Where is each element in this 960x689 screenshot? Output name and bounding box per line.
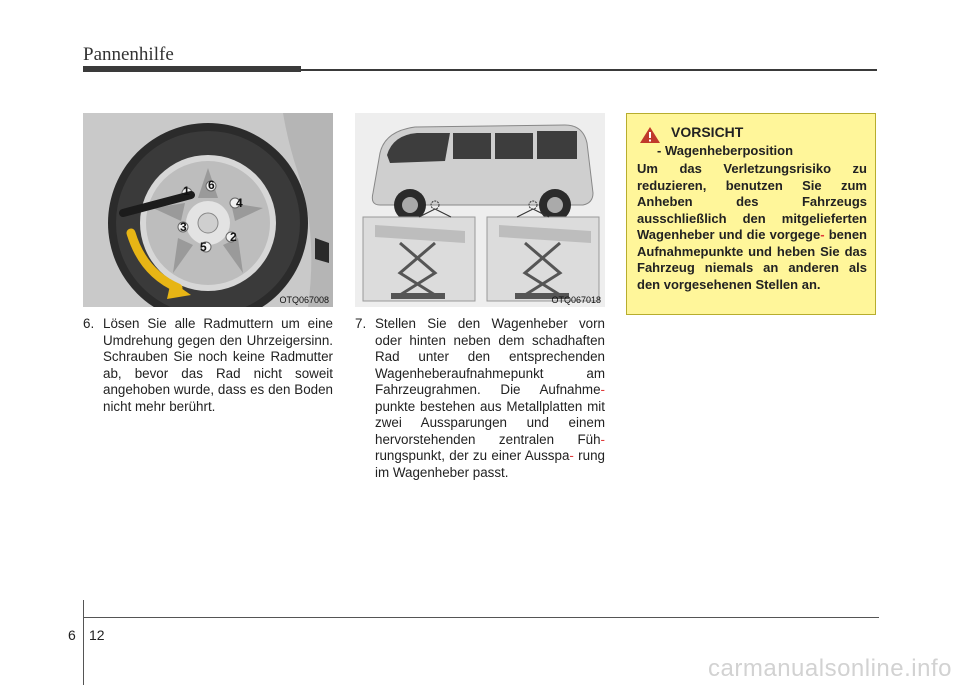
wheel-figure-code: OTQ067008 bbox=[279, 295, 329, 305]
lug-label-6: 6 bbox=[208, 178, 215, 192]
step-7-number: 7. bbox=[355, 316, 367, 331]
lug-label-2: 2 bbox=[230, 230, 237, 244]
footer-horizontal-rule bbox=[83, 617, 879, 618]
watermark: carmanualsonline.info bbox=[708, 655, 952, 682]
jack-figure-code: OTQ067018 bbox=[551, 295, 601, 305]
wheel-figure bbox=[83, 113, 333, 307]
step-6-number: 6. bbox=[83, 316, 95, 331]
footer-chapter-number: 6 bbox=[68, 627, 76, 643]
step-7-text: Stellen Sie den Wagenheber vorn oder hinten neben dem schadhaften Rad unter den entsprechenden Wagenheberaufnahmepunkt am Fahrzeugrahmen. Die Aufnahme- punkte bestehen aus Metallplatten mit zwei Aussparungen und einem hervorstehenden zentralen Füh- rungspunkt, der zu einer Ausspa- rung im Wagenheber passt. bbox=[375, 316, 605, 480]
jack-illustration bbox=[355, 113, 605, 307]
wheel-illustration bbox=[83, 113, 333, 307]
caution-title: VORSICHT bbox=[671, 124, 744, 140]
step-7 bbox=[355, 316, 605, 481]
caution-text: Um das Verletzungsrisiko zu reduzieren, benutzen Sie zum Anheben des Fahrzeugs ausschließlich den mitgelieferten Wagenheber und die vorgege- benen Aufnahmepunkte und heben Sie das Fahrzeug niemals an anderen als den vorgesehenen Stellen an. bbox=[637, 161, 867, 292]
footer-page-number: 12 bbox=[89, 627, 105, 643]
footer-vertical-rule bbox=[83, 600, 84, 685]
warning-triangle-icon bbox=[639, 126, 661, 144]
step-6-text: Lösen Sie alle Radmuttern um eine Umdrehung gegen den Uhrzeigersinn. Schrauben Sie noch keine Radmutter ab, bevor das Rad nicht soweit angehoben wurde, dass es den Boden nicht mehr berührt. bbox=[103, 316, 333, 414]
lug-label-4: 4 bbox=[236, 196, 243, 210]
header-rule-thin bbox=[301, 69, 877, 71]
caution-box bbox=[626, 113, 876, 315]
lug-label-3: 3 bbox=[180, 220, 187, 234]
step-6 bbox=[83, 316, 333, 415]
lug-label-1: 1 bbox=[183, 184, 190, 198]
header-title: Pannenhilfe bbox=[83, 44, 174, 65]
lug-label-5: 5 bbox=[200, 240, 207, 254]
header-rule-thick bbox=[83, 66, 301, 72]
jack-figure bbox=[355, 113, 605, 307]
caution-subtitle: - Wagenheberposition bbox=[657, 143, 794, 158]
